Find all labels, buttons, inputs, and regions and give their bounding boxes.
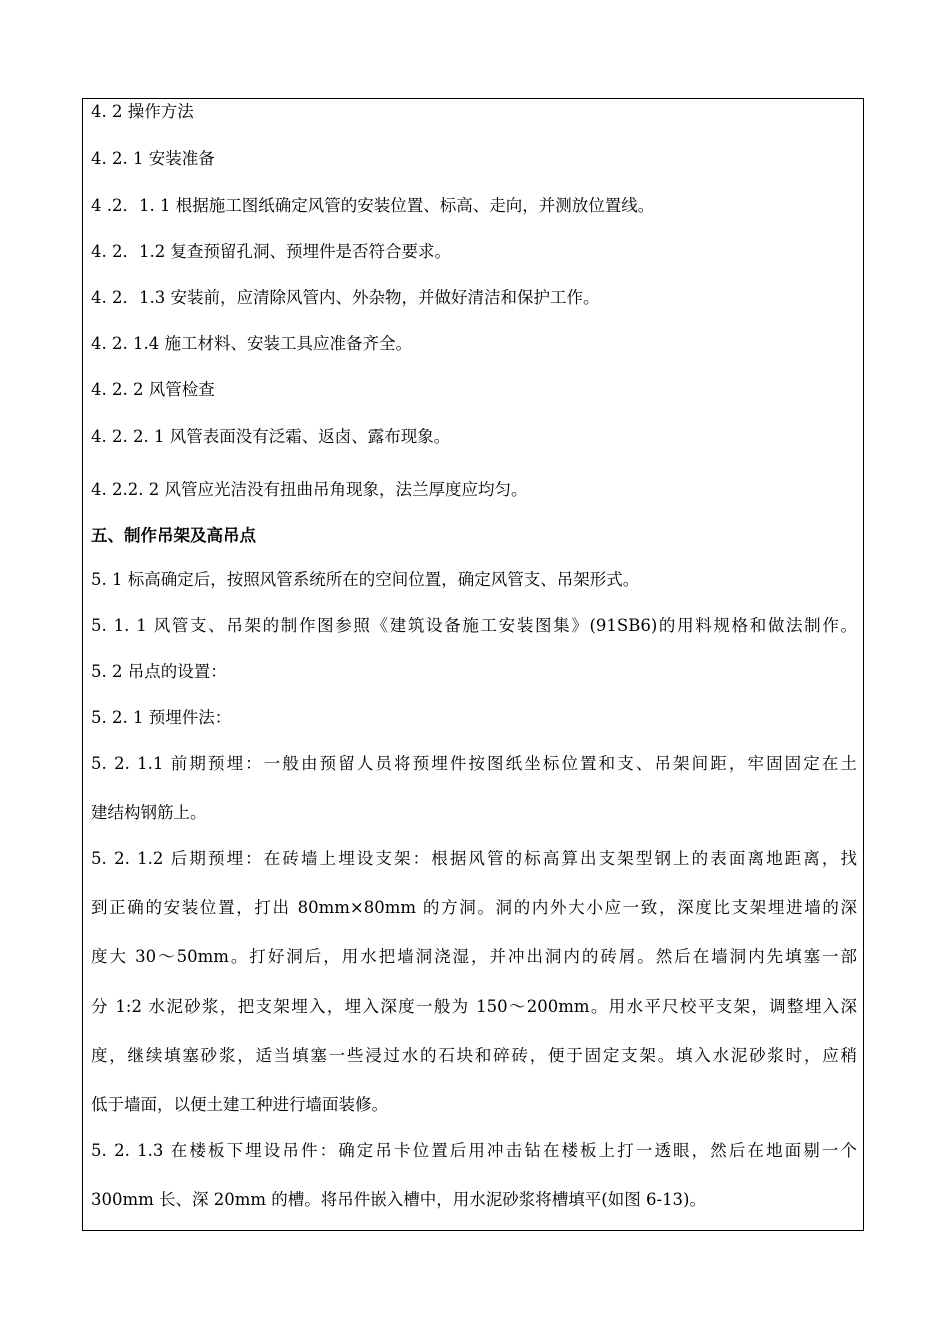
item-5-2-1-2-cont-4: 度，继续填塞砂浆，适当填塞一些浸过水的石块和碎砖，便于固定支架。填入水泥砂浆时，应稍: [91, 1046, 857, 1065]
item-4-2-1-1: 4 .2．1. 1 根据施工图纸确定风管的安装位置、标高、走向，并测放位置线。: [91, 196, 655, 215]
item-4-2-2-2: 4. 2.2. 2 风管应光洁没有扭曲吊角现象，法兰厚度应均匀。: [91, 480, 528, 499]
item-4-2-1-4: 4. 2. 1.4 施工材料、安装工具应准备齐全。: [91, 334, 412, 353]
item-5-2-1-1-cont: 建结构钢筋上。: [91, 803, 207, 822]
item-4-2-1-3: 4. 2．1.3 安装前，应清除风管内、外杂物，并做好清洁和保护工作。: [91, 288, 600, 307]
item-4-2-1-2: 4. 2．1.2 复查预留孔洞、预埋件是否符合要求。: [91, 242, 451, 261]
item-5-2-1-2-cont-1: 到正确的安装位置，打出 80mm×80mm 的方洞。洞的内外大小应一致，深度比支架埋进墙的深: [91, 898, 857, 917]
item-5-2-1-3: 5. 2. 1.3 在楼板下埋设吊件：确定吊卡位置后用冲击钻在楼板上打一透眼，然后在地面剔一个: [91, 1141, 857, 1160]
item-5-2-1-2-cont-2: 度大 30～50mm。打好洞后，用水把墙洞浇湿，并冲出洞内的砖屑。然后在墙洞内先填塞一部: [91, 947, 857, 966]
heading-4-2-1: 4. 2. 1 安装准备: [91, 149, 215, 168]
heading-5-2-1: 5. 2. 1 预埋件法：: [91, 708, 232, 727]
section-title-5: 五、制作吊架及高吊点: [91, 526, 256, 545]
item-5-2-1-1: 5. 2. 1.1 前期预埋：一般由预留人员将预埋件按图纸坐标位置和支、吊架间距，牢固固定在土: [91, 754, 857, 773]
item-5-2-1-2-cont-3: 分 1:2 水泥砂浆，把支架埋入，埋入深度一般为 150～200mm。用水平尺校平支架，调整埋入深: [91, 997, 857, 1016]
item-4-2-2-1: 4. 2. 2. 1 风管表面没有泛霜、返卤、露布现象。: [91, 427, 451, 446]
heading-5-2: 5. 2 吊点的设置：: [91, 662, 227, 681]
item-5-2-1-2: 5. 2. 1.2 后期预埋：在砖墙上埋设支架：根据风管的标高算出支架型钢上的表面离地距离，找: [91, 849, 857, 868]
item-5-1: 5. 1 标高确定后，按照风管系统所在的空间位置，确定风管支、吊架形式。: [91, 570, 640, 589]
item-5-2-1-2-cont-5: 低于墙面，以便土建工种进行墙面装修。: [91, 1095, 388, 1114]
heading-4-2-2: 4. 2. 2 风管检查: [91, 380, 215, 399]
item-5-1-1: 5. 1. 1 风管支、吊架的制作图参照《建筑设备施工安装图集》(91SB6)的用料规格和做法制作。: [91, 616, 857, 635]
item-5-2-1-3-cont: 300mm 长、深 20mm 的槽。将吊件嵌入槽中，用水泥砂浆将槽填平(如图 6-13)。: [91, 1190, 706, 1209]
heading-4-2: 4. 2 操作方法: [91, 102, 194, 121]
